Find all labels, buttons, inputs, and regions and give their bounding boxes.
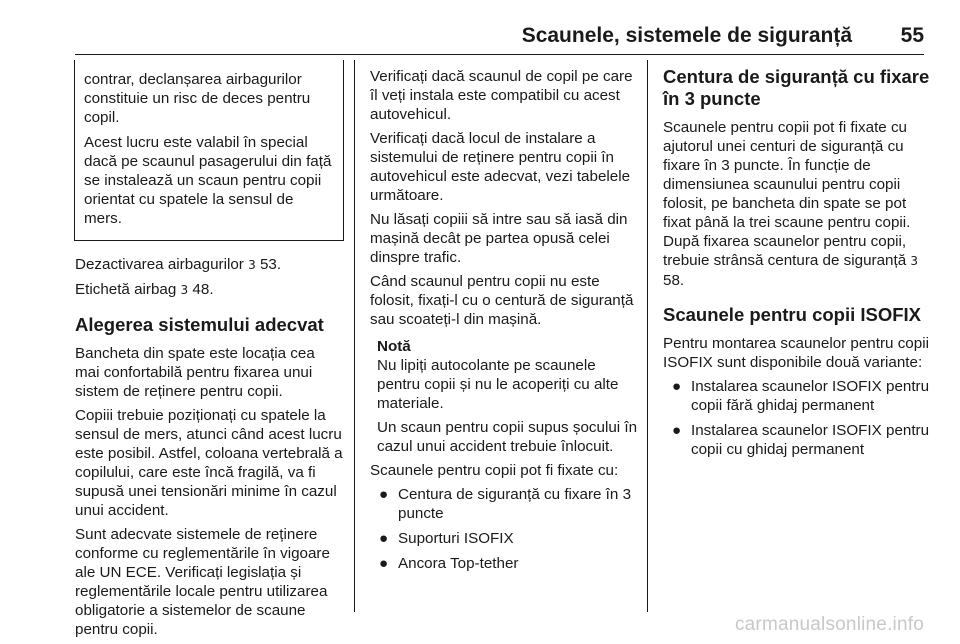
bullet-icon: ●: [379, 555, 389, 572]
fixing-methods-list: [370, 485, 638, 573]
column-left: [75, 60, 343, 644]
list-item: ● Ancora Top-tether: [379, 555, 519, 572]
page-number: 55: [900, 24, 924, 47]
section-heading: Scaunele pentru copii ISOFIX: [663, 304, 922, 325]
body-paragraph: Scaunele pentru copii pot fi fixate cu:: [370, 462, 619, 479]
warning-paragraph: contrar, declanșarea airbagurilor constituie un risc de deces pentru copil.: [84, 71, 311, 126]
section-heading: Alegerea sistemului adecvat: [75, 314, 324, 335]
cross-reference-arrow-icon: 3: [248, 258, 256, 272]
list-item: ● Instalarea scaunelor ISOFIX pentru copii cu ghidaj permanent: [672, 422, 930, 458]
body-paragraph: Când scaunul pentru copii nu este folosit, fixați-l cu o centură de siguranță sau scoateți-l din mașină.: [370, 273, 634, 328]
reference-page: 48.: [192, 281, 214, 298]
note-paragraph: Nu lipiți autocolante pe scaunele pentru copii și nu le acoperiți cu alte materiale.: [377, 357, 619, 412]
airbag-label-reference[interactable]: [75, 280, 343, 300]
column-divider: [647, 60, 648, 612]
header-title: Scaunele, sistemele de siguranță: [521, 24, 852, 47]
body-paragraph: Pentru montarea scaunelor pentru copii ISOFIX sunt disponibile două variante:: [663, 335, 929, 371]
section-heading: Centura de siguranță cu fixare în 3 puncte: [663, 66, 930, 109]
bullet-icon: ●: [672, 422, 682, 439]
reference-text: Etichetă airbag: [75, 281, 181, 298]
body-paragraph: Verificați dacă locul de instalare a sistemului de reținere pentru copii în autovehicul este adecvat, vezi tabelele următoare.: [370, 130, 631, 204]
warning-paragraph: Acest lucru este valabil în special dacă pe scaunul pasagerului din față se instalează un scaun pentru copii orientat cu spatele la sensul de mers.: [84, 134, 332, 227]
list-item: ● Centura de siguranță cu fixare în 3 puncte: [379, 486, 632, 522]
warning-box: [74, 60, 344, 241]
column-divider: [354, 60, 355, 612]
cross-reference-arrow-icon: 3: [910, 254, 919, 268]
body-paragraph: Nu lăsați copiii să intre sau să iasă din mașină decât pe partea opusă celei dinspre trafic.: [370, 211, 628, 266]
list-item: ● Suporturi ISOFIX: [379, 530, 514, 547]
bullet-icon: ●: [379, 486, 389, 503]
reference-text: Dezactivarea airbagurilor: [75, 256, 249, 273]
reference-page: 53.: [259, 256, 282, 273]
column-right: [663, 60, 931, 465]
page-header: [0, 0, 960, 60]
note-paragraph: Un scaun pentru copii supus șocului în cazul unui accident trebuie înlocuit.: [377, 419, 638, 455]
note-title: Notă: [377, 338, 411, 355]
body-paragraph: Sunt adecvate sistemele de reținere conforme cu reglementările în vigoare ale UN ECE. Verificați legislația și reglementările locale pentru utilizarea obligatorie a sistemelor de scaune pentru copii.: [75, 526, 330, 638]
body-paragraph: Copiii trebuie poziționați cu spatele la sensul de mers, atunci când acest lucru este posibil. Astfel, coloana vertebrală a copilului, care este încă fragilă, va fi supusă unei tensionări minime în cazul unui accident.: [75, 407, 343, 519]
body-paragraph: Bancheta din spate este locația cea mai confortabilă pentru fixarea unui sistem de reținere pentru copii.: [75, 345, 315, 400]
column-middle: [370, 60, 638, 579]
list-item: ● Instalarea scaunelor ISOFIX pentru copii fără ghidaj permanent: [672, 378, 930, 414]
header-rule: [75, 54, 924, 55]
airbag-deactivation-reference[interactable]: [75, 255, 343, 275]
isofix-variants-list: [663, 377, 931, 459]
bullet-icon: ●: [672, 378, 682, 395]
note-block: [370, 337, 638, 456]
cross-reference-arrow-icon: 3: [180, 283, 189, 297]
bullet-icon: ●: [379, 530, 389, 547]
body-paragraph: Verificați dacă scaunul de copil pe care îl veți instala este compatibil cu acest autovehicul.: [370, 68, 633, 123]
reference-page[interactable]: 58.: [663, 272, 685, 289]
watermark: carmanualsonline.info: [734, 614, 924, 635]
body-paragraph: Scaunele pentru copii pot fi fixate cu ajutorul unei centuri de siguranță cu fixare în 3 puncte. În funcție de dimensiunea scaunului pentru copii folosit, pe bancheta din spate se pot fixat până la trei scaune pentru copii. După fixarea scaunelor pentru copii, trebuie strânsă centura de siguranță 3 58.: [663, 119, 919, 289]
